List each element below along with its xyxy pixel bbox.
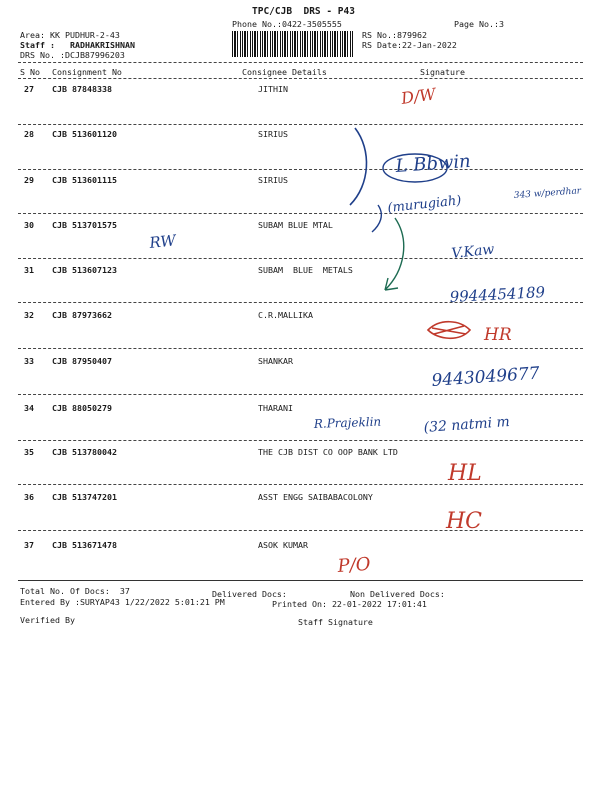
row-divider — [18, 440, 583, 441]
drs-number: DRS No. :DCJB87996203 — [20, 50, 125, 60]
row-sno: 28 — [24, 129, 34, 139]
row-consignment: CJB 513747201 — [52, 492, 117, 502]
row-consignee: SUBAM BLUE METALS — [258, 265, 353, 275]
barcode — [232, 31, 354, 57]
handwritten-phone: 9443049677 — [430, 363, 541, 391]
row-consignee: ASST ENGG SAIBABACOLONY — [258, 492, 373, 502]
bracket-stroke — [350, 128, 366, 205]
row-consignee: SIRIUS — [258, 129, 288, 139]
row-sno: 32 — [24, 310, 34, 320]
handwritten-signature: (murugiah) — [386, 193, 463, 216]
row-consignee: ASOK KUMAR — [258, 540, 308, 550]
row-divider — [18, 530, 583, 531]
handwritten-note: 343 w/perdhar — [513, 186, 582, 201]
row-divider — [18, 169, 583, 170]
staff-signature-label: Staff Signature — [298, 617, 373, 627]
staff-label: Staff : — [20, 40, 55, 50]
row-consignee: SIRIUS — [258, 175, 288, 185]
row-divider — [18, 484, 583, 485]
row-consignment: CJB 87950407 — [52, 356, 112, 366]
verified-by: Verified By — [20, 615, 75, 625]
col-sno: S No — [20, 67, 40, 77]
handwritten-mark: HC — [446, 509, 483, 534]
total-docs: Total No. Of Docs: 37 — [20, 586, 130, 596]
row-consignee: THARANI — [258, 403, 293, 413]
printed-on: Printed On: 22-01-2022 17:01:41 — [272, 599, 427, 609]
row-consignment: CJB 513601120 — [52, 129, 117, 139]
row-consignee: SUBAM BLUE MTAL — [258, 220, 333, 230]
row-sno: 34 — [24, 403, 34, 413]
row-divider — [18, 258, 583, 259]
handwritten-note: (32 natmi m — [423, 414, 511, 436]
handwritten-signature: R.Prajeklin — [313, 414, 382, 431]
rs-date: RS Date:22-Jan-2022 — [362, 40, 457, 50]
row-sno: 35 — [24, 447, 34, 457]
row-sno: 29 — [24, 175, 34, 185]
handwritten-phone: 9944454189 — [449, 283, 546, 306]
row-consignment: CJB 513701575 — [52, 220, 117, 230]
row-consignee: SHANKAR — [258, 356, 293, 366]
loop-stroke — [383, 154, 447, 182]
row-sno: 27 — [24, 84, 34, 94]
rs-number: RS No.:879962 — [362, 30, 427, 40]
header-divider — [18, 62, 583, 63]
arrow-stroke — [372, 205, 381, 232]
row-divider — [18, 348, 583, 349]
col-consignee: Consignee Details — [242, 67, 327, 77]
handwritten-mark: HR — [484, 325, 512, 345]
row-consignment: CJB 513601115 — [52, 175, 117, 185]
col-consignment: Consignment No — [52, 67, 122, 77]
row-sno: 33 — [24, 356, 34, 366]
row-divider — [18, 213, 583, 214]
col-signature: Signature — [420, 67, 465, 77]
row-consignment: CJB 513780042 — [52, 447, 117, 457]
handwritten-mark: HL — [448, 461, 482, 486]
column-divider — [18, 78, 583, 79]
handwritten-signature: L Bbwin — [394, 150, 472, 177]
handwritten-mark: RW — [148, 231, 177, 252]
row-consignment: CJB 88050279 — [52, 403, 112, 413]
handwritten-mark: P/O — [336, 553, 372, 577]
row-sno: 36 — [24, 492, 34, 502]
row-sno: 31 — [24, 265, 34, 275]
footer-divider — [18, 580, 583, 581]
row-consignment: CJB 87848338 — [52, 84, 112, 94]
row-divider — [18, 302, 583, 303]
row-divider — [18, 394, 583, 395]
handwritten-mark: D/W — [399, 84, 437, 108]
scribble-stroke — [428, 322, 470, 339]
row-consignment: CJB 513607123 — [52, 265, 117, 275]
non-delivered-docs: Non Delivered Docs: — [350, 589, 445, 599]
row-divider — [18, 124, 583, 125]
row-consignee: C.R.MALLIKA — [258, 310, 313, 320]
phone-number: Phone No.:0422-3505555 — [232, 19, 342, 29]
entered-by: Entered By :SURYAP43 1/22/2022 5:01:21 PM — [20, 597, 225, 607]
document-title: TPC/CJB DRS - P43 — [252, 6, 355, 17]
row-sno: 37 — [24, 540, 34, 550]
row-consignment: CJB 87973662 — [52, 310, 112, 320]
row-consignee: THE CJB DIST CO OOP BANK LTD — [258, 447, 398, 457]
area-label: Area: KK PUDHUR-2-43 — [20, 30, 120, 40]
row-consignee: JITHIN — [258, 84, 288, 94]
page-number: Page No.:3 — [454, 19, 504, 29]
row-consignment: CJB 513671478 — [52, 540, 117, 550]
delivered-docs: Delivered Docs: — [212, 589, 287, 599]
arrow-stroke — [385, 218, 404, 290]
handwritten-signature: V.Kaw — [450, 241, 496, 262]
staff-name: RADHAKRISHNAN — [70, 40, 135, 50]
row-sno: 30 — [24, 220, 34, 230]
